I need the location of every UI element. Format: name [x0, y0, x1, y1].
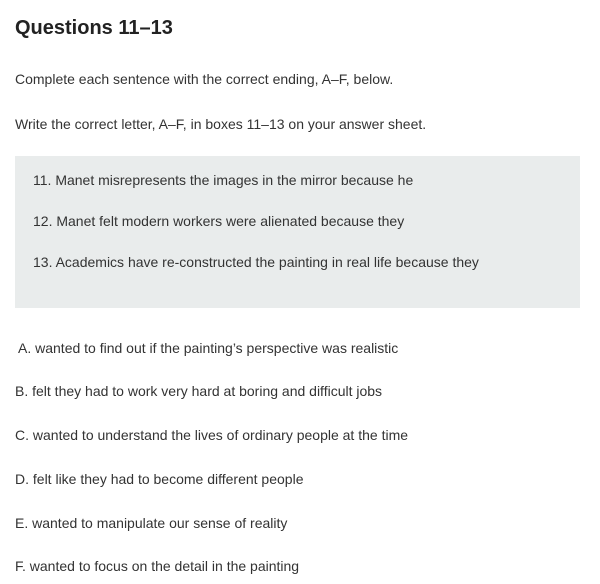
option-b: B. felt they had to work very hard at boring and difficult jobs	[15, 383, 383, 399]
instruction-text: Complete each sentence with the correct ending, A–F, below.	[15, 71, 394, 87]
option-e: E. wanted to manipulate our sense of reality	[15, 515, 288, 531]
question-11: 11. Manet misrepresents the images in the mirror because he	[33, 172, 414, 188]
question-12: 12. Manet felt modern workers were alienated because they	[33, 213, 405, 229]
question-13: 13. Academics have re-constructed the painting in real life because they	[33, 254, 479, 270]
page-title: Questions 11–13	[15, 17, 173, 39]
questions-panel	[15, 156, 580, 308]
instruction-text: Write the correct letter, A–F, in boxes 11–13 on your answer sheet.	[15, 116, 427, 132]
option-a: A. wanted to find out if the painting’s perspective was realistic	[18, 340, 399, 356]
option-f: F. wanted to focus on the detail in the painting	[15, 558, 300, 574]
option-c: C. wanted to understand the lives of ordinary people at the time	[15, 427, 409, 443]
option-d: D. felt like they had to become different people	[15, 471, 304, 487]
